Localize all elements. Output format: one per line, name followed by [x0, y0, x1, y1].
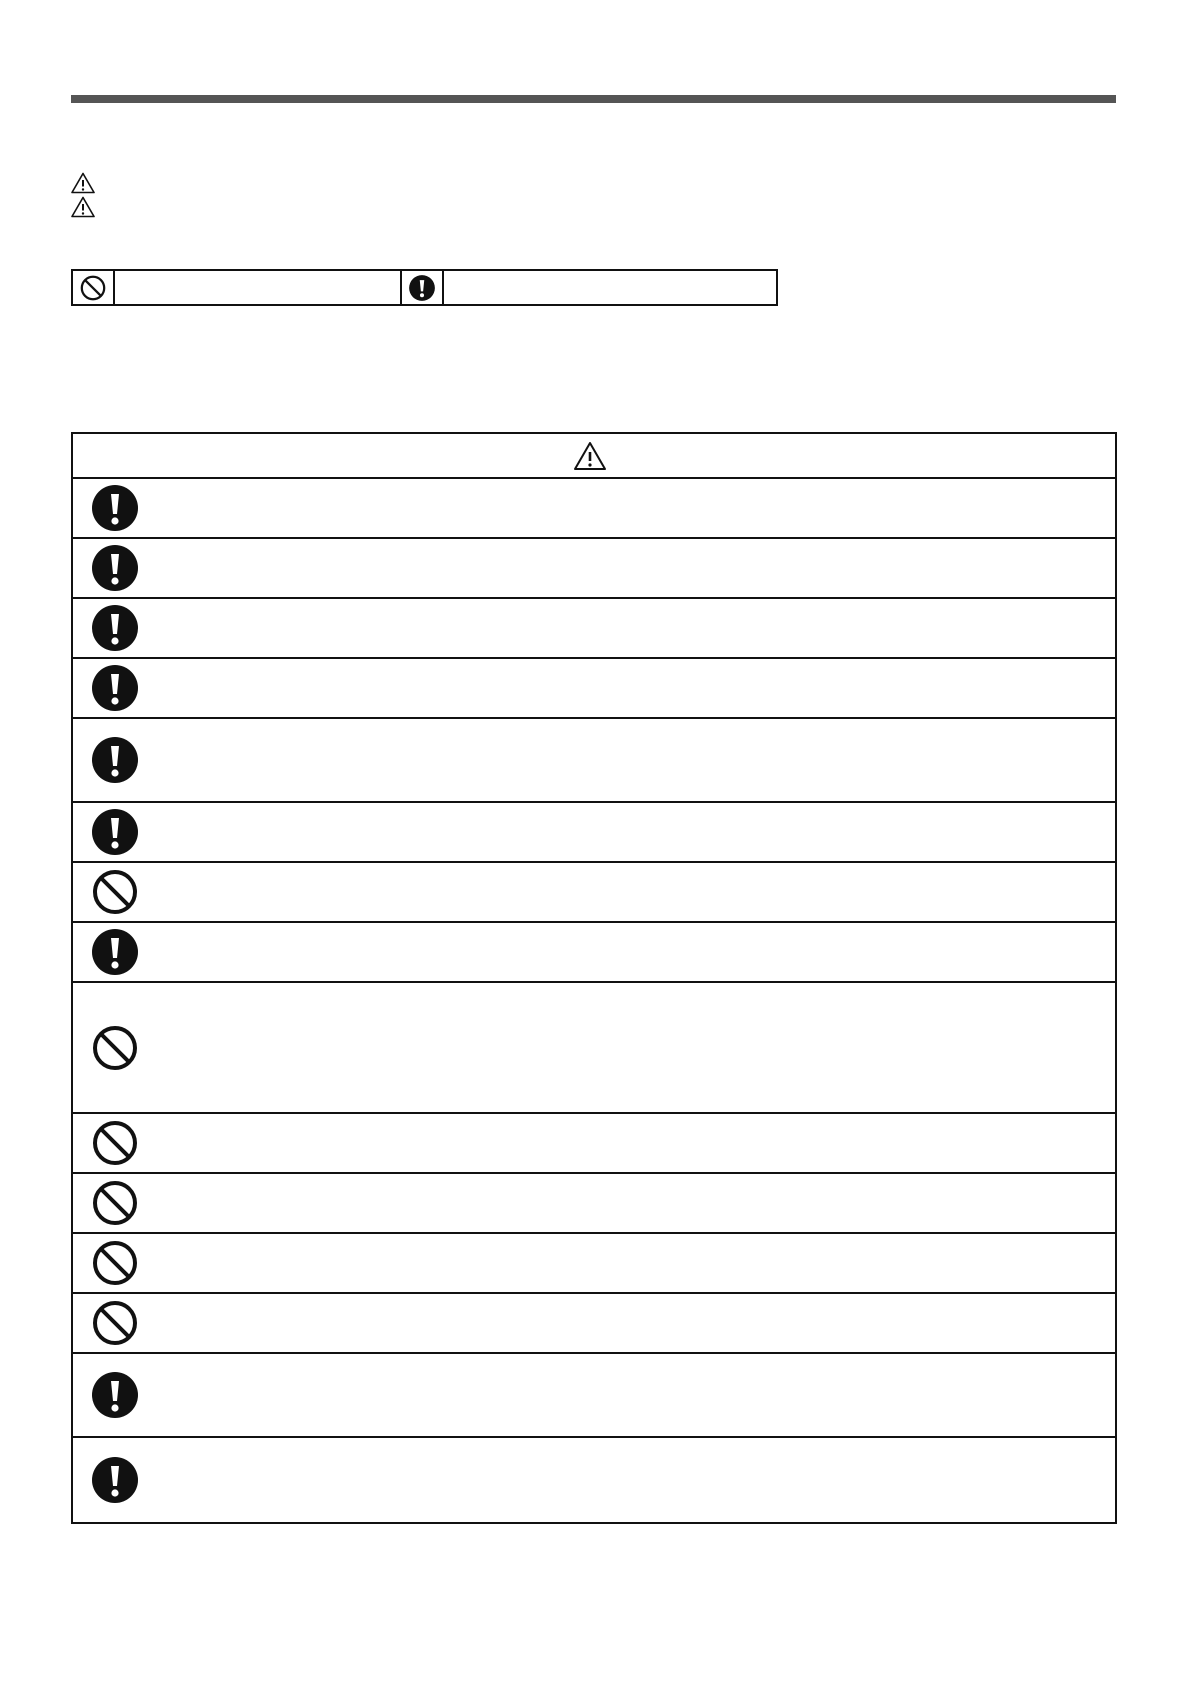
mandatory-action-icon — [73, 719, 157, 801]
prohibition-icon — [73, 271, 115, 304]
caution-row-text — [157, 1234, 1115, 1292]
prohibition-icon — [73, 1174, 157, 1232]
warning-triangle-icon — [71, 172, 95, 194]
caution-row — [73, 983, 1115, 1114]
caution-row-text — [157, 479, 1115, 537]
caution-row-text — [157, 1294, 1115, 1352]
caution-row — [73, 1234, 1115, 1294]
mandatory-action-icon — [73, 599, 157, 657]
legend-prohibition-label — [115, 271, 400, 304]
caution-row-text — [157, 1438, 1115, 1522]
prohibition-icon — [73, 1234, 157, 1292]
caution-row-text — [157, 923, 1115, 981]
caution-row — [73, 1294, 1115, 1354]
caution-row-text — [157, 1114, 1115, 1172]
caution-row — [73, 599, 1115, 659]
caution-row-text — [157, 659, 1115, 717]
caution-row-text — [157, 599, 1115, 657]
caution-row — [73, 1174, 1115, 1234]
mandatory-action-icon — [73, 923, 157, 981]
caution-row-text — [157, 1354, 1115, 1436]
legend-mandatory-label — [444, 271, 776, 304]
caution-row-text — [157, 539, 1115, 597]
legend-mandatory — [402, 271, 776, 304]
warning-triangle-icon — [573, 441, 607, 471]
caution-row — [73, 1354, 1115, 1438]
prohibition-icon — [73, 983, 157, 1112]
symbol-legend — [71, 269, 778, 306]
caution-row-text — [157, 719, 1115, 801]
top-rule — [71, 95, 1116, 103]
mandatory-action-icon — [402, 271, 444, 304]
caution-table — [71, 432, 1117, 1524]
caution-row — [73, 923, 1115, 983]
caution-row — [73, 803, 1115, 863]
caution-row — [73, 1438, 1115, 1522]
mandatory-action-icon — [73, 803, 157, 861]
caution-row — [73, 479, 1115, 539]
caution-row-text — [157, 803, 1115, 861]
caution-row — [73, 719, 1115, 803]
warning-triangle-icon — [71, 196, 95, 218]
prohibition-icon — [73, 1114, 157, 1172]
mandatory-action-icon — [73, 539, 157, 597]
caution-row-text — [157, 1174, 1115, 1232]
mandatory-action-icon — [73, 659, 157, 717]
caution-table-header — [73, 434, 1115, 479]
caution-row — [73, 659, 1115, 719]
caution-row — [73, 1114, 1115, 1174]
caution-row-text — [157, 983, 1115, 1112]
legend-prohibition — [73, 271, 402, 304]
caution-row — [73, 539, 1115, 599]
caution-row-text — [157, 863, 1115, 921]
prohibition-icon — [73, 863, 157, 921]
mandatory-action-icon — [73, 1438, 157, 1522]
caution-row — [73, 863, 1115, 923]
prohibition-icon — [73, 1294, 157, 1352]
mandatory-action-icon — [73, 479, 157, 537]
mandatory-action-icon — [73, 1354, 157, 1436]
